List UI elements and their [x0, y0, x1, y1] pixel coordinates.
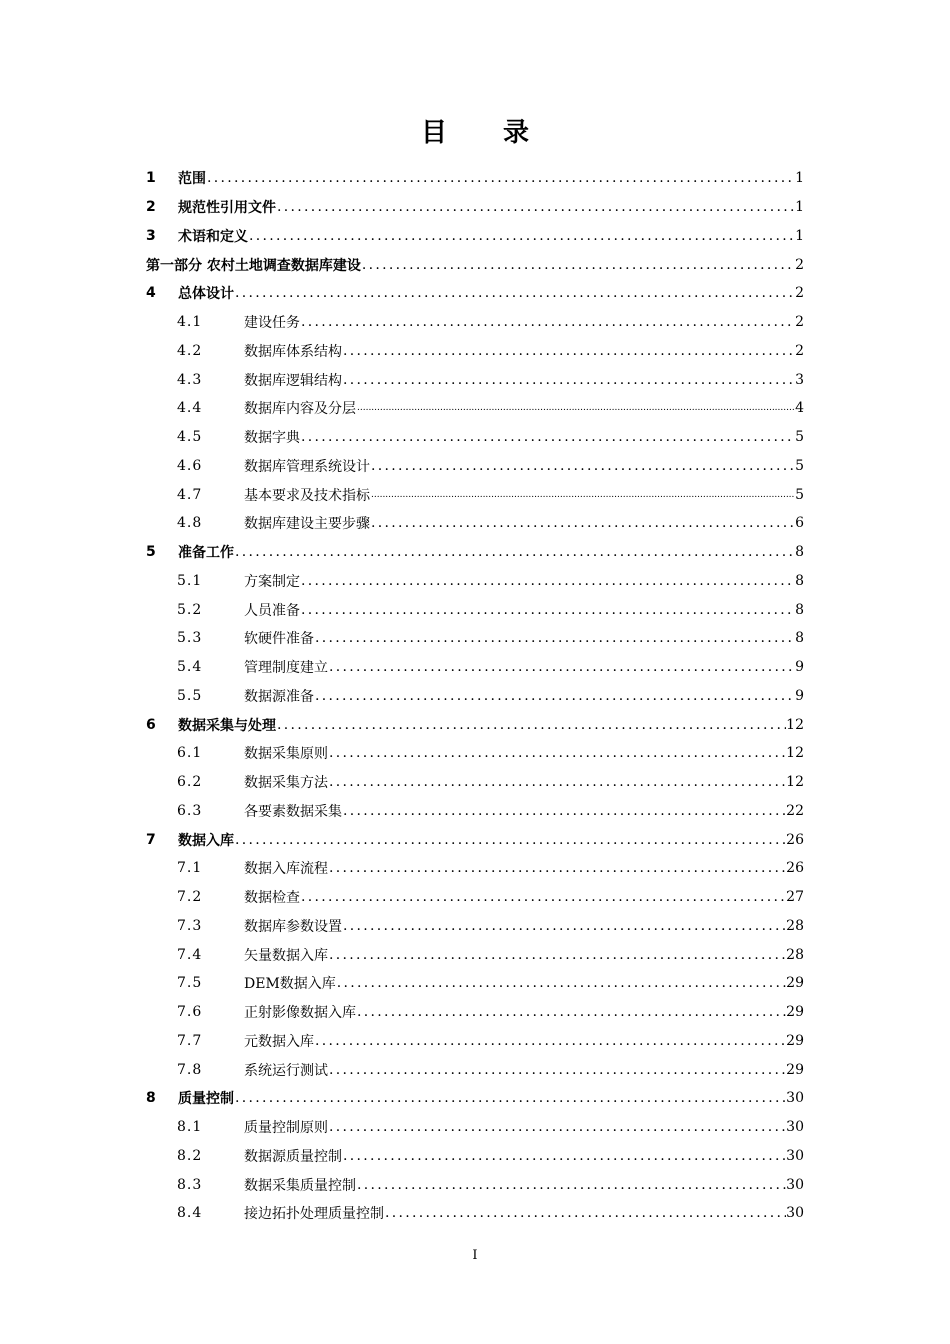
- toc-dot-leader: [328, 860, 786, 876]
- toc-entry-number: 7.4: [177, 946, 203, 963]
- toc-dot-leader: [328, 1062, 786, 1078]
- toc-entry-label: 系统运行测试: [244, 1062, 328, 1079]
- toc-dot-leader: [314, 1033, 786, 1049]
- toc-dot-leader: [342, 918, 786, 934]
- toc-dot-leader: [314, 630, 795, 646]
- toc-entry-number: 7.8: [177, 1061, 203, 1078]
- page-title: [0, 112, 950, 149]
- toc-dot-leader: [300, 602, 795, 618]
- toc-dot-leader: [234, 285, 795, 301]
- toc-entry-page: 8: [795, 544, 804, 561]
- toc-entry-page: 9: [795, 659, 804, 676]
- toc-entry-number: 4.5: [177, 429, 203, 446]
- toc-entry[interactable]: [146, 739, 804, 768]
- toc-entry-page: 1: [795, 170, 804, 187]
- toc-entry-page: 22: [786, 802, 804, 819]
- toc-entry[interactable]: [146, 797, 804, 826]
- toc-dot-leader: [370, 458, 795, 474]
- toc-dot-leader: [342, 803, 786, 819]
- toc-entry-page: 8: [795, 601, 804, 618]
- toc-dot-leader: [328, 745, 786, 761]
- toc-entry[interactable]: [146, 279, 804, 308]
- toc-entry-number: 7.7: [177, 1032, 203, 1049]
- toc-entry-number: 4.3: [177, 371, 203, 388]
- toc-entry[interactable]: [146, 365, 804, 394]
- toc-entry-label: 数据采集方法: [244, 775, 328, 792]
- toc-entry-label: 数据采集原则: [244, 746, 328, 763]
- toc-entry-number: 7: [146, 831, 156, 848]
- toc-entry[interactable]: [146, 308, 804, 337]
- toc-entry-number: 2: [146, 199, 156, 216]
- toc-entry-page: 5: [795, 486, 804, 503]
- toc-entry-label: 术语和定义: [178, 228, 248, 245]
- toc-entry-label: 数据入库流程: [244, 861, 328, 878]
- toc-entry[interactable]: [146, 595, 804, 624]
- toc-entry-label: DEM数据入库: [244, 976, 336, 993]
- toc-entry[interactable]: [146, 768, 804, 797]
- toc-entry-number: 1: [146, 170, 156, 187]
- toc-entry-label: 总体设计: [178, 286, 234, 303]
- toc-entry-number: 8.3: [177, 1176, 203, 1193]
- toc-entry-number: 8.2: [177, 1147, 203, 1164]
- toc-entry-number: 6.3: [177, 802, 203, 819]
- toc-entry[interactable]: [146, 624, 804, 653]
- toc-dot-leader: [342, 372, 795, 388]
- toc-entry-page: 1: [795, 227, 804, 244]
- toc-entry-label: 数据库内容及分层: [244, 401, 356, 418]
- toc-entry-number: 4.4: [177, 400, 203, 417]
- toc-entry-number: 7.1: [177, 860, 203, 877]
- toc-dot-leader: [300, 429, 795, 445]
- toc-entry-page: 30: [786, 1147, 804, 1164]
- toc-entry-page: 28: [786, 917, 804, 934]
- toc-entry-label: 数据采集质量控制: [244, 1177, 356, 1194]
- toc-dot-leader: [328, 774, 786, 790]
- toc-entry-number: 4.7: [177, 486, 203, 503]
- toc-entry[interactable]: [146, 682, 804, 711]
- toc-entry[interactable]: [146, 222, 804, 251]
- toc-dot-leader: [328, 1119, 786, 1135]
- toc-entry-number: 4: [146, 285, 156, 302]
- toc-entry-number: 5.4: [177, 659, 203, 676]
- toc-entry-label: 数据源准备: [244, 688, 314, 705]
- toc-entry[interactable]: [146, 452, 804, 481]
- toc-entry[interactable]: [146, 969, 804, 998]
- toc-entry[interactable]: [146, 653, 804, 682]
- toc-entry-number: 5.5: [177, 687, 203, 704]
- toc-entry-page: 30: [786, 1176, 804, 1193]
- toc-entry-page: 12: [786, 774, 804, 791]
- toc-entry[interactable]: [146, 854, 804, 883]
- toc-dot-leader: [356, 403, 795, 413]
- toc-entry[interactable]: [146, 1199, 804, 1228]
- toc-entry-page: 2: [795, 342, 804, 359]
- toc-entry-number: 8: [146, 1090, 156, 1107]
- toc-entry-label: 范围: [178, 171, 206, 188]
- toc-dot-leader: [370, 515, 795, 531]
- toc-entry-number: 6.1: [177, 745, 203, 762]
- toc-dot-leader: [342, 343, 795, 359]
- toc-entry-label: 元数据入库: [244, 1033, 314, 1050]
- toc-entry[interactable]: [146, 567, 804, 596]
- toc-entry-label: 数据字典: [244, 430, 300, 447]
- toc-entry-page: 12: [786, 716, 804, 733]
- toc-entry-page: 12: [786, 745, 804, 762]
- toc-entry-page: 2: [795, 314, 804, 331]
- toc-entry-label: 人员准备: [244, 602, 300, 619]
- toc-entry-label: 矢量数据入库: [244, 947, 328, 964]
- toc-entry[interactable]: [146, 164, 804, 193]
- toc-entry-number: 5.3: [177, 630, 203, 647]
- toc-entry-label: 数据库参数设置: [244, 918, 342, 935]
- toc-entry-number: 5.2: [177, 601, 203, 618]
- toc-entry-label: 方案制定: [244, 573, 300, 590]
- toc-entry-page: 6: [795, 515, 804, 532]
- toc-dot-leader: [276, 199, 795, 215]
- toc-entry-number: 4.8: [177, 515, 203, 532]
- toc-entry-label: 各要素数据采集: [244, 803, 342, 820]
- toc-entry[interactable]: [146, 538, 804, 567]
- toc-entry-label: 规范性引用文件: [178, 200, 276, 217]
- toc-entry[interactable]: [146, 940, 804, 969]
- toc-dot-leader: [300, 889, 786, 905]
- toc-entry-page: 29: [786, 1061, 804, 1078]
- toc-entry[interactable]: [146, 250, 804, 279]
- toc-entry-page: 8: [795, 630, 804, 647]
- toc-entry-page: 9: [795, 687, 804, 704]
- toc-dot-leader: [328, 659, 795, 675]
- toc-entry-page: 28: [786, 946, 804, 963]
- toc-entry-number: 6.2: [177, 774, 203, 791]
- toc-entry[interactable]: [146, 998, 804, 1027]
- toc-entry[interactable]: [146, 193, 804, 222]
- toc-entry-label: 数据库管理系统设计: [244, 458, 370, 475]
- toc-entry-page: 30: [786, 1119, 804, 1136]
- toc-entry[interactable]: [146, 883, 804, 912]
- toc-dot-leader: [206, 170, 795, 186]
- toc-entry[interactable]: [146, 480, 804, 509]
- toc-entry-label: 接边拓扑处理质量控制: [244, 1206, 384, 1223]
- toc-entry-page: 29: [786, 975, 804, 992]
- toc-dot-leader: [276, 717, 786, 733]
- toc-entry-label: 基本要求及技术指标: [244, 487, 370, 504]
- toc-entry-number: 7.3: [177, 917, 203, 934]
- toc-entry-number: 4.1: [177, 314, 203, 331]
- toc-dot-leader: [356, 1004, 786, 1020]
- toc-dot-leader: [342, 1148, 786, 1164]
- toc-entry-label: 正射影像数据入库: [244, 1005, 356, 1022]
- toc-entry-page: 29: [786, 1032, 804, 1049]
- toc-entry-label: 管理制度建立: [244, 660, 328, 677]
- toc-entry-label: 准备工作: [178, 545, 234, 562]
- toc-entry-label: 第一部分 农村土地调查数据库建设: [146, 257, 361, 274]
- toc-dot-leader: [336, 975, 786, 991]
- toc-entry-label: 数据库体系结构: [244, 343, 342, 360]
- toc-entry[interactable]: [146, 1055, 804, 1084]
- toc-entry[interactable]: [146, 509, 804, 538]
- toc-entry[interactable]: [146, 710, 804, 739]
- toc-entry-page: 5: [795, 457, 804, 474]
- toc-entry-page: 1: [795, 199, 804, 216]
- toc-entry[interactable]: [146, 1027, 804, 1056]
- title-char-2: 录: [503, 118, 530, 148]
- toc-entry-label: 数据入库: [178, 832, 234, 849]
- toc-entry-number: 6: [146, 716, 156, 733]
- toc-entry-number: 5.1: [177, 572, 203, 589]
- toc-entry-label: 数据库建设主要步骤: [244, 516, 370, 533]
- toc-dot-leader: [384, 1205, 786, 1221]
- toc-entry-number: 4.6: [177, 457, 203, 474]
- toc-entry-page: 27: [786, 889, 804, 906]
- page-number-footer: I: [472, 1248, 478, 1263]
- toc-dot-leader: [300, 314, 795, 330]
- toc-entry-page: 2: [795, 285, 804, 302]
- toc-entry-label: 数据源质量控制: [244, 1148, 342, 1165]
- toc-entry-page: 29: [786, 1004, 804, 1021]
- toc-entry-label: 数据采集与处理: [178, 717, 276, 734]
- toc-entry-number: 7.6: [177, 1004, 203, 1021]
- toc-entry-number: 8.4: [177, 1205, 203, 1222]
- toc-entry-label: 质量控制: [178, 1091, 234, 1108]
- toc-entry-label: 质量控制原则: [244, 1120, 328, 1137]
- toc-entry[interactable]: [146, 337, 804, 366]
- toc-dot-leader: [234, 544, 795, 560]
- toc-entry-number: 3: [146, 227, 156, 244]
- toc-entry[interactable]: [146, 1170, 804, 1199]
- toc-entry-label: 数据检查: [244, 890, 300, 907]
- toc-dot-leader: [300, 573, 795, 589]
- toc-dot-leader: [248, 228, 795, 244]
- toc-entry-page: 3: [795, 371, 804, 388]
- toc-entry-page: 30: [786, 1205, 804, 1222]
- toc-entry-number: 4.2: [177, 342, 203, 359]
- table-of-contents: [146, 164, 804, 1228]
- toc-entry-page: 26: [786, 831, 804, 848]
- toc-entry-page: 5: [795, 429, 804, 446]
- toc-dot-leader: [370, 490, 795, 500]
- toc-entry[interactable]: [146, 1084, 804, 1113]
- toc-entry[interactable]: [146, 1113, 804, 1142]
- toc-entry[interactable]: [146, 825, 804, 854]
- toc-entry-page: 4: [795, 400, 804, 417]
- toc-entry-label: 建设任务: [244, 315, 300, 332]
- toc-entry-page: 8: [795, 572, 804, 589]
- toc-entry-number: 7.2: [177, 889, 203, 906]
- toc-entry-page: 30: [786, 1090, 804, 1107]
- title-char-1: 目: [420, 118, 447, 148]
- toc-entry-number: 7.5: [177, 975, 203, 992]
- toc-dot-leader: [234, 832, 786, 848]
- toc-entry[interactable]: [146, 912, 804, 941]
- toc-dot-leader: [328, 947, 786, 963]
- toc-entry-page: 2: [795, 256, 804, 273]
- toc-entry-number: 8.1: [177, 1119, 203, 1136]
- toc-dot-leader: [234, 1090, 786, 1106]
- toc-dot-leader: [314, 688, 795, 704]
- toc-dot-leader: [356, 1177, 786, 1193]
- toc-entry[interactable]: [146, 423, 804, 452]
- toc-entry-page: 26: [786, 860, 804, 877]
- toc-entry-label: 数据库逻辑结构: [244, 372, 342, 389]
- toc-entry-label: 软硬件准备: [244, 631, 314, 648]
- toc-entry[interactable]: [146, 394, 804, 423]
- toc-entry[interactable]: [146, 1142, 804, 1171]
- toc-entry-number: 5: [146, 544, 156, 561]
- toc-dot-leader: [361, 257, 795, 273]
